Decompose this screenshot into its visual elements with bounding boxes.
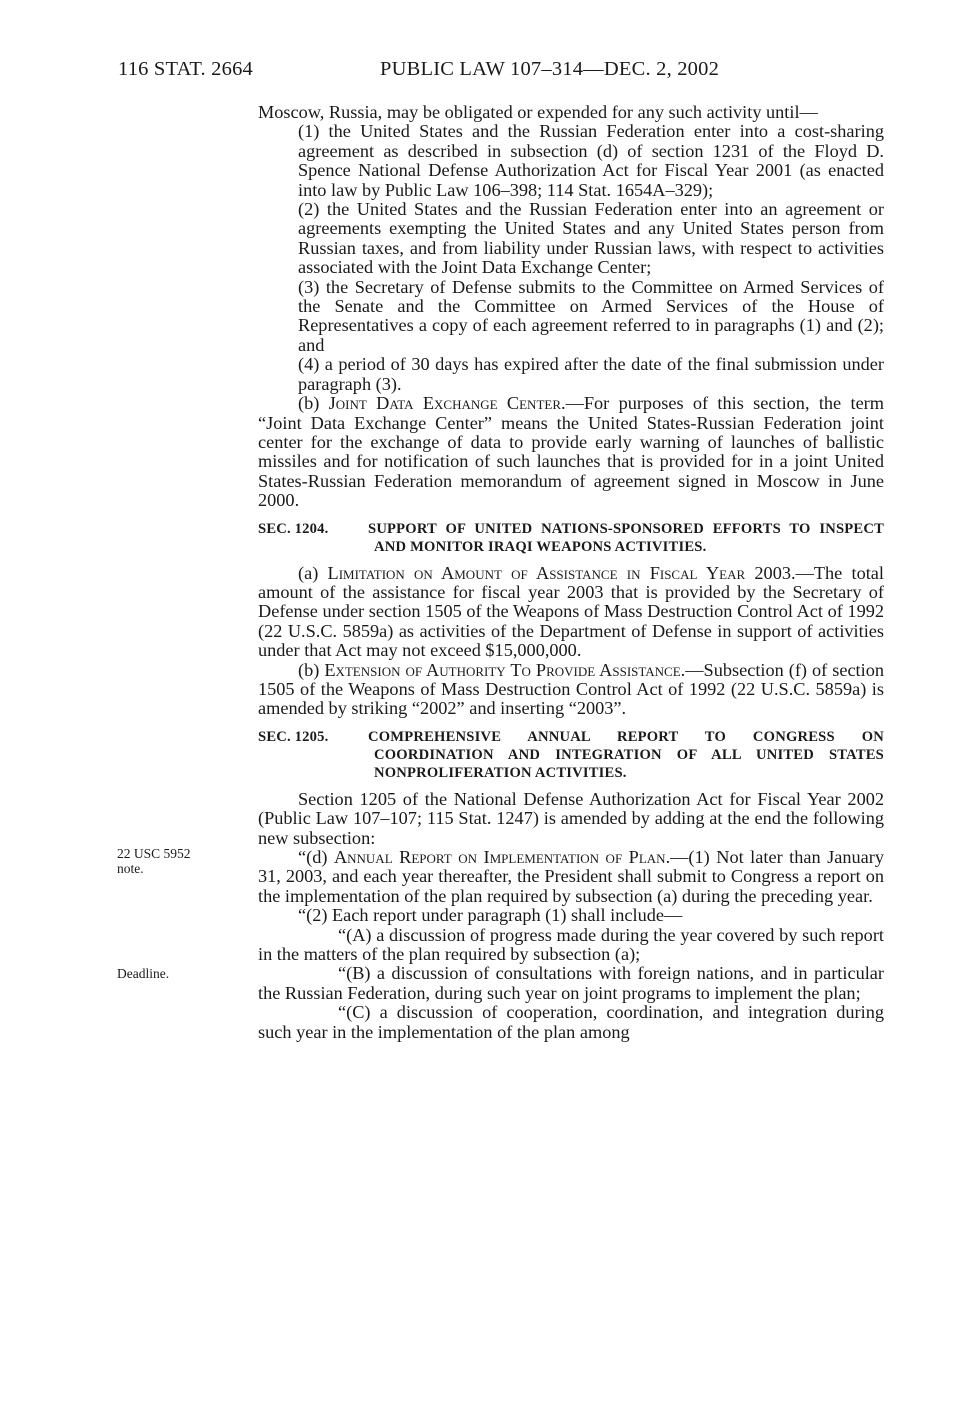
list-item-1-text: (1) the United States and the Russian Federation enter into a cost-sharing agreement as described in subsection (d) of section 1231 of the Floyd D. Spence National Defense Authorization Act for Fiscal Year 2001 (as enacted into law by Public Law 106–398; 114 Stat. 1654A–329); — [298, 121, 884, 200]
list-item-3 — [258, 278, 884, 356]
subparagraph-a: “(A) a discussion of progress made during the year covered by such report in the matters of the plan required by subsection (a); — [258, 924, 884, 965]
margin-note-usc-note: note. — [117, 861, 144, 876]
section-1204-a-text: .—The total amount of the assistance for fiscal year 2003 that is provided by the Secretary of Defense under section 1505 of the Weapons of Mass Destruction Control Act of 1992 (22 U.S.C. 5859a) as activities of the Department of Defense in support of activities under that Act may not exceed $15,000,000. — [258, 562, 884, 661]
section-1204-number: SEC. 1204. — [258, 520, 329, 537]
section-1204-b-heading: Extension of Authority To Provide Assistance — [324, 659, 681, 680]
section-1204-subsection-b — [258, 661, 884, 719]
list-item-3-text: (3) the Secretary of Defense submits to the Committee on Armed Services of the Senate and the Committee on Armed Services of the House of Representatives a copy of each agreement referred to in paragraphs (1) and (2); and — [298, 276, 884, 355]
subsection-b-heading: Joint Data Exchange Center — [328, 393, 561, 414]
section-1205-title: COMPREHENSIVE ANNUAL REPORT TO CONGRESS ON COORDINATION AND INTEGRATION OF ALL UNITED STATES NONPROLIFERATION ACTIVITIES. — [368, 728, 884, 781]
section-1204-subsection-a — [258, 564, 884, 661]
section-1204-heading — [258, 520, 884, 556]
subsection-d-heading: Annual Report on Implementation of Plan — [333, 847, 666, 867]
list-item-4 — [258, 355, 884, 394]
list-item-4-text: (4) a period of 30 days has expired after the date of the final submission under paragraph (3). — [298, 354, 884, 394]
section-1204-a-heading: Limitation on Amount of Assistance in Fiscal Year 2003 — [327, 562, 791, 583]
subsection-b-label: (b) — [298, 393, 329, 414]
subsection-d-label: “(d) — [298, 847, 334, 867]
paragraph-d2: “(2) Each report under paragraph (1) shall include— — [298, 905, 683, 926]
subsection-b-jdec — [258, 394, 884, 510]
paragraph-continuation: Moscow, Russia, may be obligated or expended for any such activity until— — [258, 102, 818, 122]
section-1204-a-label: (a) — [298, 562, 328, 583]
list-item-2-text: (2) the United States and the Russian Federation enter into an agreement or agreements exempting the United States and any United States person from Russian taxes, and from liability under Russian laws, with respect to activities associated with the Joint Data Exchange Center; — [298, 199, 884, 278]
margin-note-deadline: Deadline. — [117, 966, 170, 981]
document-body — [258, 103, 884, 1042]
section-1204-b-text: .—Subsection (f) of section 1505 of the Weapons of Mass Destruction Control Act of 1992 (22 U.S.C. 5859a) is amended by striking “2002” and inserting “2003”. — [258, 659, 884, 719]
section-1205-heading — [258, 728, 884, 782]
margin-note-usc — [117, 846, 217, 876]
section-1205-number: SEC. 1205. — [258, 728, 329, 745]
list-item-1 — [258, 122, 884, 200]
section-1205-intro: Section 1205 of the National Defense Authorization Act for Fiscal Year 2002 (Public Law 107–107; 115 Stat. 1247) is amended by adding at the end the following new subsection: — [258, 788, 884, 848]
section-1204-b-label: (b) — [298, 659, 325, 680]
subsection-b-text: .—For purposes of this section, the term “Joint Data Exchange Center” means the United States-Russian Federation joint center for the exchange of data to provide early warning of launches of ballistic missiles and for notification of such launches that is provided for in a joint United States-Russian Federation memorandum of agreement signed in Moscow in June 2000. — [258, 393, 884, 511]
list-item-2 — [258, 200, 884, 278]
subsection-d-text: .—(1) Not later than January 31, 2003, and each year thereafter, the President shall submit to Congress a report on the implementation of the plan required by subsection (a) during the preceding year. — [258, 847, 884, 906]
section-1204-title: SUPPORT OF UNITED NATIONS-SPONSORED EFFORTS TO INSPECT AND MONITOR IRAQI WEAPONS ACTIVITIES. — [368, 520, 884, 555]
subparagraph-c: “(C) a discussion of cooperation, coordination, and integration during such year in the implementation of the plan among — [258, 1002, 884, 1042]
stat-page-number: 116 STAT. 2664 — [118, 58, 253, 80]
margin-note-usc-cite: 22 USC 5952 — [117, 846, 191, 861]
subparagraph-b: “(B) a discussion of consultations with foreign nations, and in particular the Russian Federation, during such year on joint programs to implement the plan; — [258, 963, 884, 1003]
public-law-citation: PUBLIC LAW 107–314—DEC. 2, 2002 — [380, 58, 720, 80]
subsection-d-annual-report — [258, 848, 884, 906]
